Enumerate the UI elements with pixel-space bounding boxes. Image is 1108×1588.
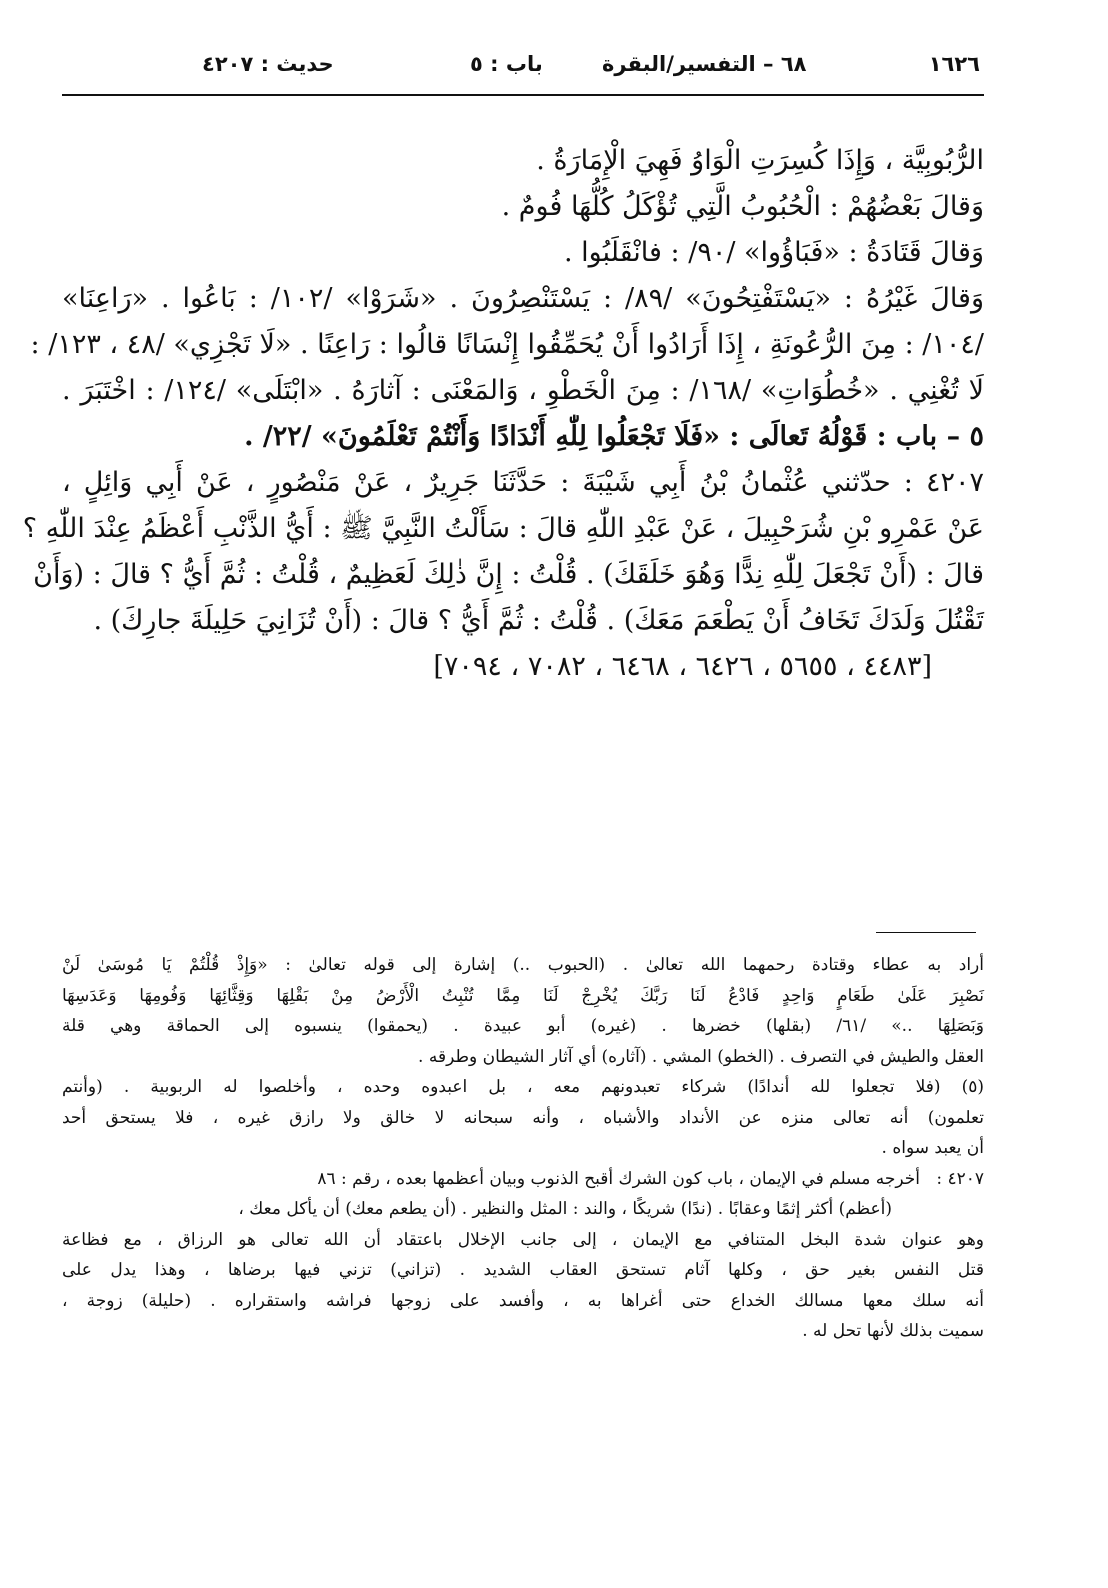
bab-number: باب : ٥ xyxy=(470,52,543,76)
footnote-text: أخرجه مسلم في الإيمان ، باب كون الشرك أقبح الذنوب وبيان أعظمها بعده ، رقم : ٨٦ xyxy=(317,1168,920,1189)
hadith-line: ٤٢٠٧ : حدّثني عُثْمانُ بْنُ أَبِي شَيْبَةَ : حَدَّثَنَا جَرِيرٌ ، عَنْ مَنْصُورٍ ، عَنْ أَبِي وَائِلٍ ، xyxy=(62,467,984,498)
text-line: لَا تُغْنِي . «خُطُوَاتِ» /١٦٨/ : مِنَ الْخَطْوِ ، وَالمَعْنَى : آثارَهُ . «ابْتَلَى» /١٢٤/ : اخْتَبَرَ . xyxy=(62,375,984,406)
text-line: وَقالَ قَتَادَةُ : «فَبَاؤُوا» /٩٠/ : فانْقَلَبُوا . xyxy=(563,237,984,268)
hadith-line: قالَ : (أَنْ تَجْعَلَ لِلّٰهِ نِدًّا وَهُوَ خَلَقَكَ) . قُلْتُ : إِنَّ ذٰلِكَ لَعَظِيمٌ ، قُلْتُ : ثُمَّ أَيُّ ؟ قالَ : (وَأَنْ xyxy=(33,559,984,590)
main-text xyxy=(22,138,984,690)
footnote-line: أنه سلك معها مسالك الخداع حتى أغراها به ، وأفسد على زوجها فراشه واستقراره . (حليلة) زوجة ، xyxy=(62,1290,984,1311)
running-header xyxy=(62,44,984,96)
footnote-line: (أعظم) أكثر إثمًا وعقابًا . (ندًا) شريكًا ، والند : المثل والنظير . (أن يطعم معك) أن يأكل معك ، xyxy=(238,1199,892,1219)
footnotes xyxy=(62,950,984,1347)
footnote-line: وَبَصَلِهَا ..» /٦١/ (بقلها) خضرها . (غيره) أبو عبيدة . (يحمقوا) ينسبوه إلى الحماقة وهي قلة xyxy=(62,1016,984,1036)
text-line: /١٠٤/ : مِنَ الرُّعُونَةِ ، إِذَا أَرَادُوا أَنْ يُحَمِّقُوا إِنْسَانًا قالُوا : رَاعِنًا . «لَا تَجْزِي» /٤٨ ، ١٢٣/ : xyxy=(30,329,984,360)
page-number: ١٦٢٦ xyxy=(928,52,980,76)
chapter-heading: ٥ – باب : قَوْلُهُ تَعالَى : «فَلَا تَجْعَلُوا لِلّٰهِ أَنْدَادًا وَأَنْتُمْ تَعْلَمُونَ» /٢٢/ . xyxy=(244,421,984,452)
hadith-number: حديث : ٤٢٠٧ xyxy=(202,52,334,76)
footnote-line: أن يعبد سواه . xyxy=(881,1138,984,1158)
footnote-line: سميت بذلك لأنها تحل له . xyxy=(802,1321,984,1341)
footnote-line: تعلمون) أنه تعالى منزه عن الأنداد والأشباه ، وأنه سبحانه لا خالق ولا رازق غيره ، فلا يستحق أحد xyxy=(62,1107,984,1128)
hadith-line: عَنْ عَمْرِو بْنِ شُرَحْبِيلَ ، عَنْ عَبْدِ اللّٰهِ قالَ : سَأَلْتُ النَّبِيَّ ﷺ : أَيُّ الذَّنْبِ أَعْظَمُ عِنْدَ اللّٰهِ ؟ xyxy=(22,513,984,544)
footnote-line: وهو عنوان شدة البخل المتنافي مع الإيمان ، إلى جانب الإخلال باعتقاد أن الله تعالى هو الرزاق ، مع فظاعة xyxy=(62,1229,984,1250)
cross-references: [٤٤٨٣ ، ٥٦٥٥ ، ٦٤٢٦ ، ٦٤٦٨ ، ٧٠٨٢ ، ٧٠٩٤] xyxy=(433,651,932,682)
footnote-line: أراد به عطاء وقتادة رحمهما الله تعالىٰ . (الحبوب ..) إشارة إلى قوله تعالىٰ : «وَإِذْ قُلْتُمْ يَا مُوسَىٰ لَنْ xyxy=(62,955,984,975)
footnote-divider xyxy=(876,932,976,933)
text-line: وَقالَ غَيْرُهُ : «يَسْتَفْتِحُونَ» /٨٩/ : يَسْتَنْصِرُونَ . «شَرَوْا» /١٠٢/ : بَاعُوا . «رَاعِنَا» xyxy=(62,283,984,314)
text-line: وَقالَ بَعْضُهُمْ : الْحُبُوبُ الَّتِي تُؤْكَلُ كُلُّهَا فُومٌ . xyxy=(501,191,984,222)
text-line: الرُّبُوبِيَّة ، وَإِذَا كُسِرَتِ الْوَاوُ فَهِيَ الْإِمَارَةُ . xyxy=(536,145,984,176)
chapter-title: ٦٨ – التفسير/البقرة xyxy=(602,52,807,76)
hadith-footnote xyxy=(62,1164,984,1195)
footnote-line: (٥) (فلا تجعلوا لله أندادًا) شركاء تعبدونهم معه ، بل اعبدوه وحده ، وأخلصوا له الربوبية . (وأنتم xyxy=(62,1077,984,1097)
footnote-line: العقل والطيش في التصرف . (الخطو) المشي . (آثاره) أي آثار الشيطان وطرقه . xyxy=(418,1046,984,1067)
footnote-hadith-number: ٤٢٠٧ : xyxy=(936,1168,984,1189)
hadith-line: تَقْتُلَ وَلَدَكَ تَخَافُ أَنْ يَطْعَمَ مَعَكَ) . قُلْتُ : ثُمَّ أَيُّ ؟ قالَ : (أَنْ تُزَانِيَ حَلِيلَةَ جارِكَ) . xyxy=(93,605,984,636)
footnote-line: نَصْبِرَ عَلَىٰ طَعَامٍ وَاحِدٍ فَادْعُ لَنَا رَبَّكَ يُخْرِجْ لَنَا مِمَّا تُنْبِتُ الْأَرْضُ مِنْ بَقْلِهَا وَقِثَّائِهَا وَفُومِهَا وَعَدَسِهَا xyxy=(62,985,984,1006)
footnote-line: قتل النفس بغير حق ، وكلها آثام تستحق العقاب الشديد . (تزاني) تزني فيها برضاها ، وهذا يدل على xyxy=(62,1260,984,1280)
